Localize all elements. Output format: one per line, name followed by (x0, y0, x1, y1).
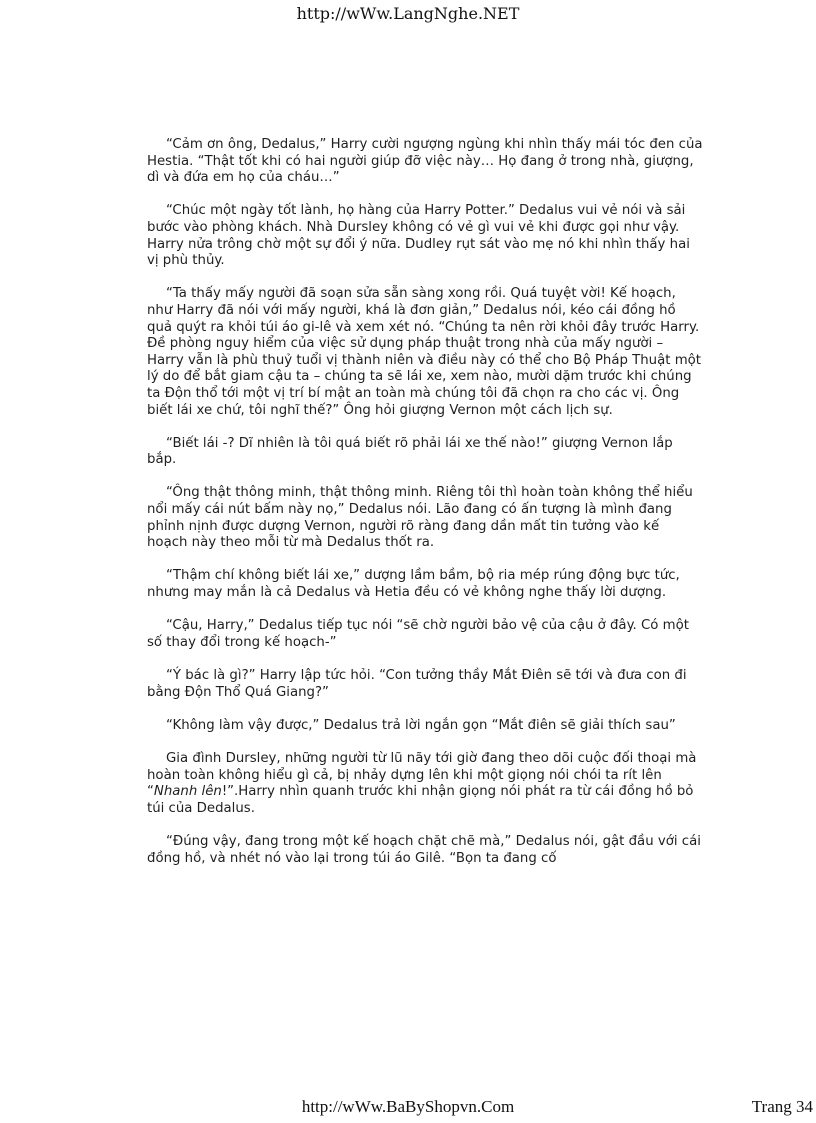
paragraph-10-italic: Nhanh lên (153, 784, 222, 800)
paragraph-2: “Chúc một ngày tốt lành, họ hàng của Harry Potter.” Dedalus vui vẻ nói và sải bước vào phòng khách. Nhà Dursley không có vẻ gì vui vẻ khi được gọi như vậy. Harry nửa trông chờ một sự đổi ý nữa. Dudley rụt sát vào mẹ nó khi nhìn thấy hai vị phù thủy. (147, 203, 690, 269)
paragraph-10-text-b: !”.Harry nhìn quanh trước khi nhận giọng nói phát ra từ cái đồng hồ bỏ túi của Dedalus. (147, 784, 694, 816)
page-number: Trang 34 (751, 1097, 813, 1116)
footer-url: http://wWw.BaByShopvn.Com (301, 1097, 515, 1116)
paragraph-10-text-a: Gia đình Dursley, những người từ lũ nãy tới giờ đang theo dõi cuộc đối thoại mà hoàn toàn không hiểu gì cả, bị nhảy dựng lên khi một giọng nói chói ta rít lên “ (147, 750, 697, 800)
paragraph-7: “Cậu, Harry,” Dedalus tiếp tục nói “sẽ chờ người bảo vệ của cậu ở đây. Có một số thay đổi trong kế hoạch-” (147, 618, 689, 650)
paragraph-6: “Thậm chí không biết lái xe,” dượng lầm bầm, bộ ria mép rúng động bực tức, nhưng may mắn là cả Dedalus và Hetia đều có vẻ không nghe thấy lời dượng. (147, 568, 680, 601)
paragraph-1: “Cảm ơn ông, Dedalus,” Harry cười ngượng ngùng khi nhìn thấy mái tóc đen của Hestia. “Thật tốt khi có hai người giúp đỡ việc này… Họ đang ở trong nhà, giượng, dì và đứa em họ của cháu…” (147, 137, 703, 186)
paragraph-11: “Đúng vậy, đang trong một kế hoạch chặt chẽ mà,” Dedalus nói, gật đầu với cái đồng hồ, và nhét nó vào lại trong túi áo Gilê. “Bọn ta đang cố (147, 833, 701, 866)
paragraph-9: “Không làm vậy được,” Dedalus trả lời ngắn gọn “Mắt điên sẽ giải thích sau” (166, 717, 676, 733)
paragraph-3: “Ta thấy mấy người đã soạn sửa sẵn sàng xong rồi. Quá tuyệt vời! Kế hoạch, như Harry đã nói với mấy người, khá là đơn giản,” Dedalus nói, kéo cái đồng hồ quả quýt ra khỏi túi áo gi-lê và xem xét nó. “Chúng ta nên rời khỏi đây trước Harry. Đề phòng nguy hiểm của việc sử dụng pháp thuật trong nhà của mấy người – Harry vẫn là phù thuỷ tuổi vị thành niên và điều này có thể cho Bộ Pháp Thuật một lý do để bắt giam cậu ta – chúng ta sẽ lái xe, xem nào, mười dặm trước khi chúng ta Độn thổ tới một vị trí bí mật an toàn mà chúng tôi đã chọn ra cho các vị. Ông biết lái xe chứ, tôi nghĩ thế?” Ông hỏi giượng Vernon một cách lịch sự. (147, 286, 702, 418)
page-body (147, 137, 703, 884)
paragraph-4: “Biết lái -? Dĩ nhiên là tôi quá biết rõ phải lái xe thế nào!” giượng Vernon lắp bắp. (147, 435, 673, 468)
paragraph-8: “Ý bác là gì?” Harry lập tức hỏi. “Con tưởng thầy Mắt Điên sẽ tới và đưa con đi bằng Độn Thổ Quá Giang?” (147, 668, 687, 700)
paragraph-5: “Ông thật thông minh, thật thông minh. Riêng tôi thì hoàn toàn không thể hiểu nổi mấy cái nút bấm này nọ,” Dedalus nói. Lão đang có ấn tượng là mình đang phỉnh nịnh được dượng Vernon, người rõ ràng đang dần mất tin tưởng vào kế hoạch này theo mỗi từ mà Dedalus thốt ra. (147, 485, 693, 551)
paragraph-10 (147, 751, 703, 817)
header-url: http://wWw.LangNghe.NET (296, 4, 520, 23)
